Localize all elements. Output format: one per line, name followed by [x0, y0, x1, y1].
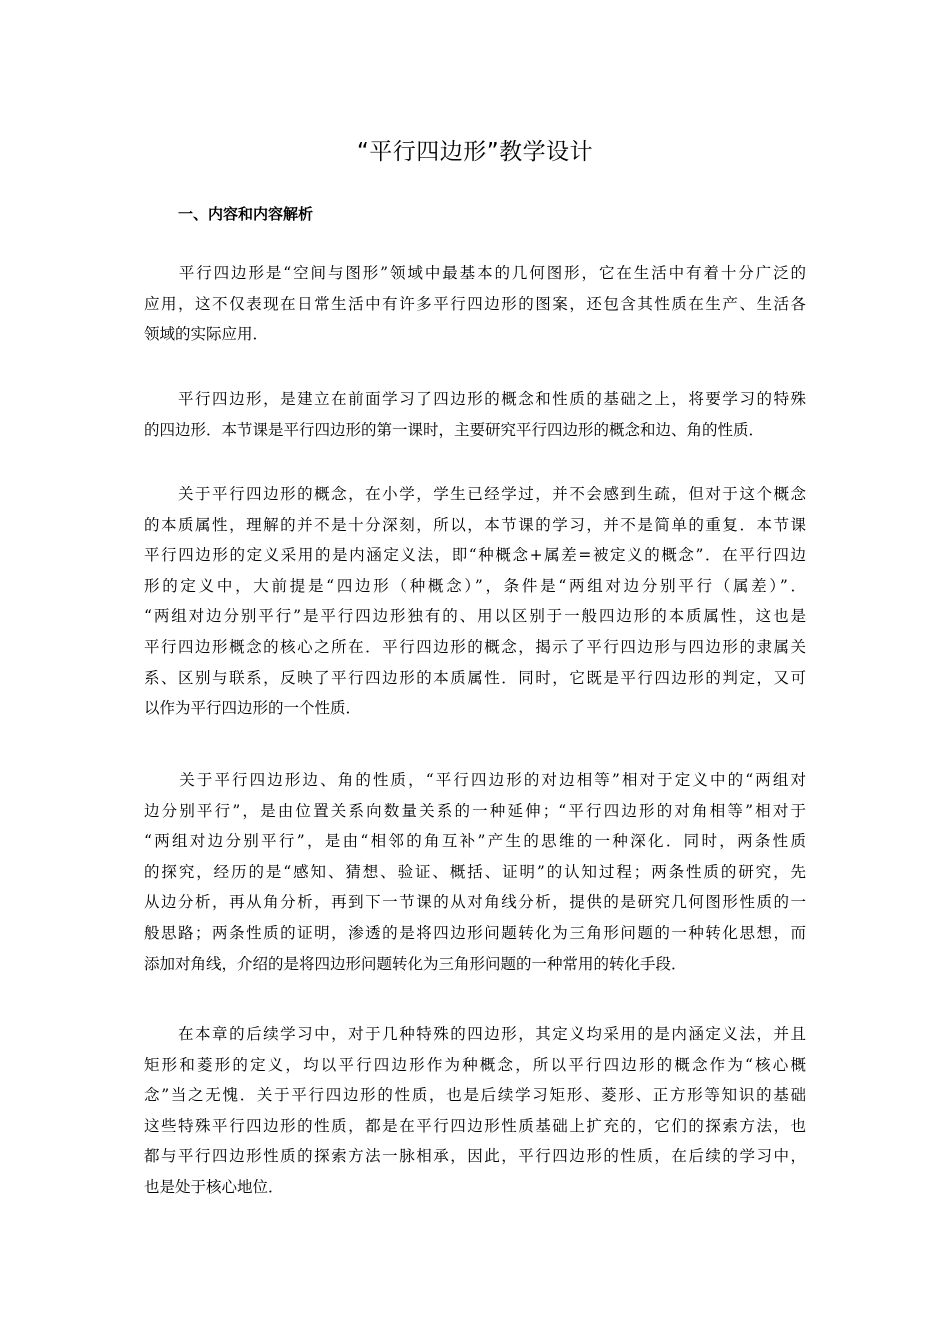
paragraph-line: 矩形和菱形的定义，均以平行四边形作为种概念，所以平行四边形的概念作为“核心概: [144, 1055, 806, 1074]
paragraph-line: 关于平行四边形边、角的性质，“平行四边形的对边相等”相对于定义中的“两组对: [144, 771, 806, 789]
paragraph-line: 这些特殊平行四边形的性质，都是在平行四边形性质基础上扩充的，它们的探索方法，也: [144, 1116, 806, 1135]
paragraph-line: 的探究，经历的是“感知、猜想、验证、概括、证明”的认知过程；两条性质的研究，先: [144, 862, 806, 881]
paragraph-line: 在本章的后续学习中，对于几种特殊的四边形，其定义均采用的是内涵定义法，并且: [144, 1025, 806, 1043]
paragraph-line: 也是处于核心地位．: [144, 1177, 284, 1196]
paragraph-line: 平行四边形的定义采用的是内涵定义法，即“种概念+属差=被定义的概念”．在平行四边: [144, 546, 806, 565]
paragraph-line: 应用，这不仅表现在日常生活中有许多平行四边形的图案，还包含其性质在生产、生活各: [144, 294, 806, 313]
paragraph-line: 系、区别与联系，反映了平行四边形的本质属性．同时，它既是平行四边形的判定，又可: [144, 668, 806, 687]
paragraph-line: 领域的实际应用．: [144, 325, 269, 344]
paragraph-line: “两组对边分别平行”是平行四边形独有的、用以区别于一般四边形的本质属性，这也是: [144, 607, 806, 626]
paragraph-line: 以作为平行四边形的一个性质．: [144, 699, 362, 718]
paragraph-line: 从边分析，再从角分析，再到下一节课的从对角线分析，提供的是研究几何图形性质的一: [144, 893, 806, 912]
paragraph-5: [144, 1019, 806, 1203]
paragraph-line: 念”当之无愧．关于平行四边形的性质，也是后续学习矩形、菱形、正方形等知识的基础: [144, 1086, 806, 1105]
paragraph-2: [144, 384, 806, 445]
paragraph-line: 的本质属性，理解的并不是十分深刻，所以，本节课的学习，并不是简单的重复．本节课: [144, 515, 806, 534]
paragraph-line: 边分别平行”，是由位置关系向数量关系的一种延伸；“平行四边形的对角相等”相对于: [144, 801, 806, 820]
paragraph-1: [144, 258, 806, 350]
paragraph-4: [144, 765, 806, 979]
paragraph-line: 般思路；两条性质的证明，渗透的是将四边形问题转化为三角形问题的一种转化思想，而: [144, 923, 806, 942]
paragraph-line: 平行四边形，是建立在前面学习了四边形的概念和性质的基础之上，将要学习的特殊: [144, 390, 806, 408]
paragraph-line: 形的定义中，大前提是“四边形（种概念）”，条件是“两组对边分别平行（属差）”．: [144, 576, 806, 595]
paragraph-line: 都与平行四边形性质的探索方法一脉相承，因此，平行四边形的性质，在后续的学习中，: [144, 1147, 806, 1166]
paragraph-line: 的四边形．本节课是平行四边形的第一课时，主要研究平行四边形的概念和边、角的性质．: [144, 420, 765, 439]
paragraph-line: “两组对边分别平行”，是由“相邻的角互补”产生的思维的一种深化．同时，两条性质: [144, 832, 806, 851]
paragraph-line: 关于平行四边形的概念，在小学，学生已经学过，并不会感到生疏，但对于这个概念: [144, 485, 806, 503]
paragraph-line: 添加对角线，介绍的是将四边形问题转化为三角形问题的一种常用的转化手段．: [144, 954, 687, 973]
section-heading: 一、内容和内容解析: [178, 205, 314, 223]
paragraph-line: 平行四边形是“空间与图形”领域中最基本的几何图形，它在生活中有着十分广泛的: [144, 264, 806, 282]
paragraph-3: [144, 479, 806, 724]
paragraph-line: 平行四边形概念的核心之所在．平行四边形的概念，揭示了平行四边形与四边形的隶属关: [144, 637, 806, 656]
document-title: “平行四边形”教学设计: [356, 139, 594, 165]
